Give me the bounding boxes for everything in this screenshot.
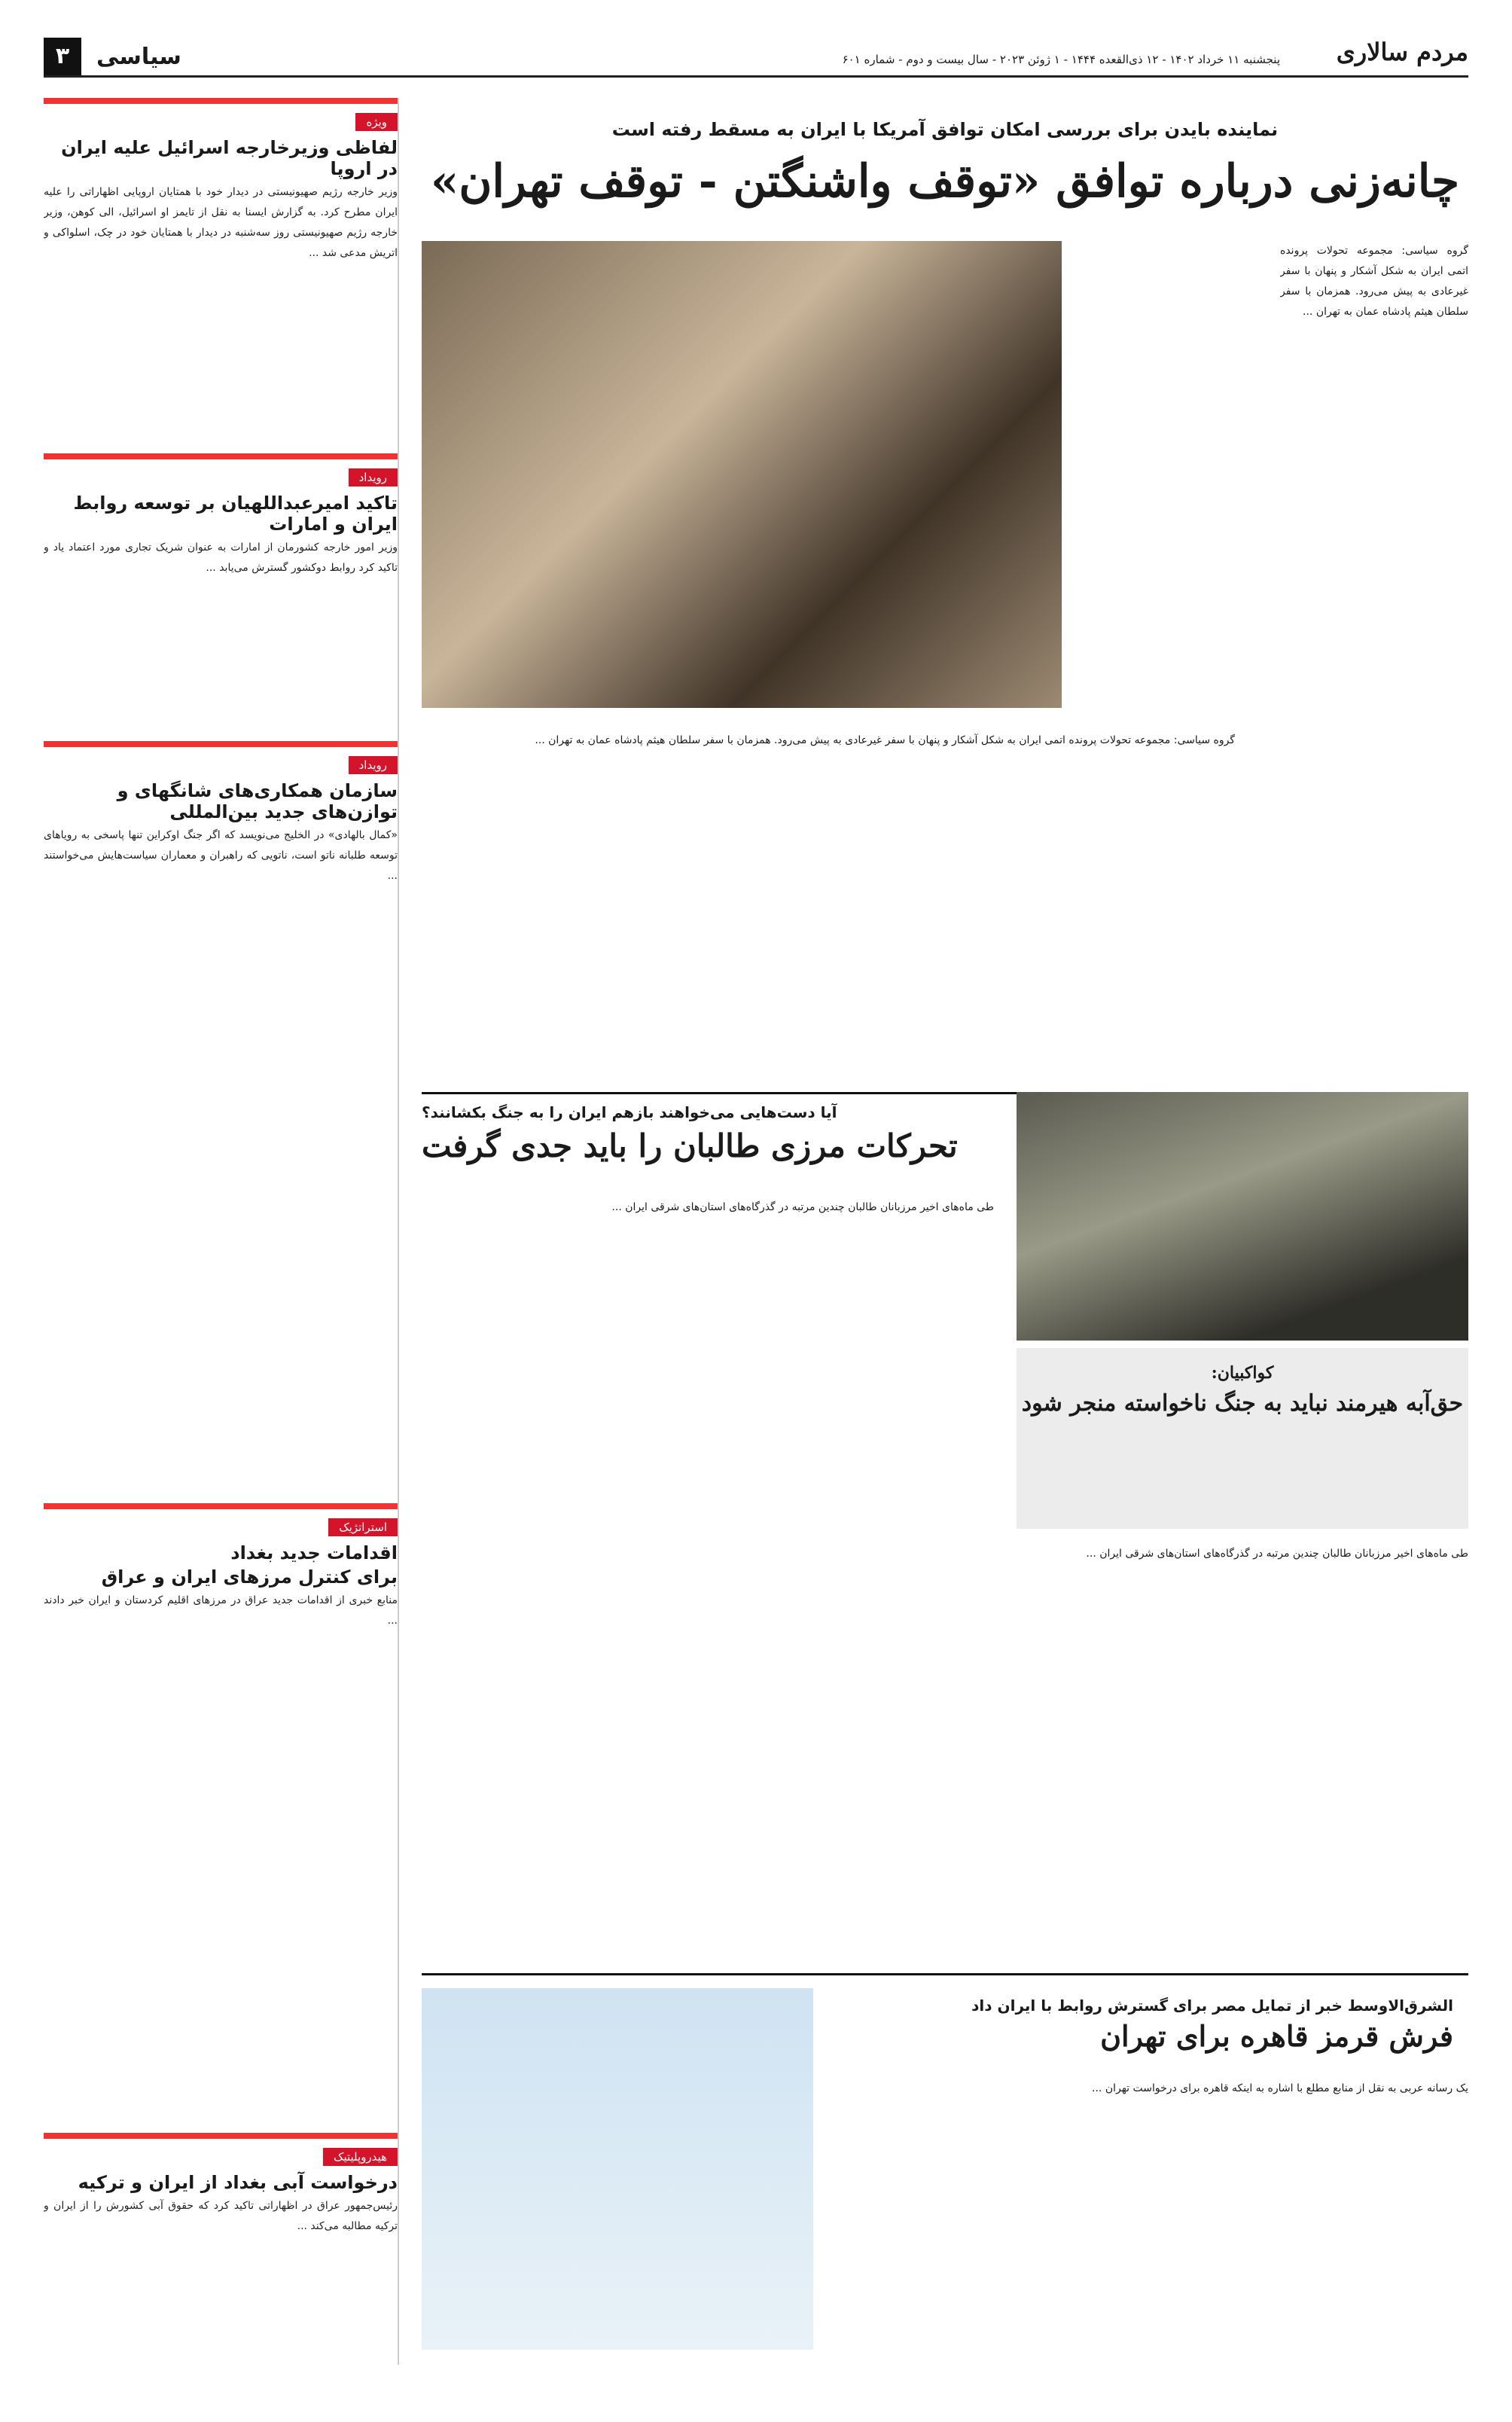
- article-body: گروه سیاسی: مجموعه تحولات پرونده اتمی ایران به شکل آشکار و پنهان با سفر غیرعادی به پیش می‌رود. همزمان با سفر سلطان هیثم پادشاه عمان به تهران ...: [1280, 245, 1468, 318]
- headline: فرش قرمز قاهره برای تهران: [1100, 2019, 1453, 2053]
- kicker: الشرق‌الاوسط خبر از تمایل مصر برای گسترش روابط با ایران داد: [971, 1996, 1453, 2015]
- pull-quote: [1017, 1348, 1468, 1529]
- kicker: ویژه: [355, 113, 398, 131]
- sidebar: [44, 98, 399, 2365]
- kicker: استراتژیک: [328, 1518, 398, 1536]
- red-bar: [44, 2133, 398, 2139]
- article-body: طی ماه‌های اخیر مرزبانان طالبان چندین مرتبه در گذرگاه‌های استان‌های شرقی ایران ...: [611, 1201, 994, 1213]
- article-body: یک رسانه عربی به نقل از منابع مطلع با اشاره به اینکه قاهره برای درخواست تهران ...: [1092, 2082, 1468, 2094]
- red-bar: [44, 98, 398, 104]
- page-number: ۳: [44, 38, 81, 75]
- kicker: نماینده بایدن برای بررسی امکان توافق آمریکا با ایران به مسقط رفته است: [611, 119, 1279, 140]
- lead-story: [422, 98, 1468, 746]
- taliban-photo: [1017, 1092, 1468, 1341]
- pull-quote-label: کواکبیان:: [1211, 1363, 1274, 1383]
- section-name: سیاسی: [96, 44, 181, 70]
- kicker: هیدروپلیتیک: [323, 2148, 398, 2166]
- article-body: «کمال بالهادی» در الخلیج می‌نویسد که اگر جنگ اوکراین تنها پاسخی به رویاهای توسعه طلبانه ناتو است، ناتویی که راهبران و معماران سیاست‌هایش می‌خواستند ...: [44, 829, 398, 882]
- article-body: گروه سیاسی: مجموعه تحولات پرونده اتمی ایران به شکل آشکار و پنهان با سفر غیرعادی به پیش می‌رود. همزمان با سفر سلطان هیثم پادشاه عمان به تهران ...: [535, 734, 1235, 746]
- article-body: وزیر خارجه رژیم صهیونیستی در دیدار خود با همتایان اروپایی اظهاراتی را علیه ایران مطرح کرد. به گزارش ایسنا به نقل از تایمز او اسرائیل، الی کوهن، وزیر خارجه رژیم صهیونیستی روز سه‌شنبه در دیدار با همتایان خود در چک، اسلواکی و اتریش مدعی شد ...: [44, 186, 398, 259]
- date-line: پنجشنبه ۱۱ خرداد ۱۴۰۲ - ۱۲ ذی‌القعده ۱۴۴۴ - ۱ ژوئن ۲۰۲۳ - سال بیست و دوم - شماره ۶۰۱: [842, 53, 1280, 66]
- headline: برای کنترل مرزهای ایران و عراق: [101, 1566, 398, 1588]
- headline: لفاظی وزیرخارجه اسرائیل علیه ایران در اروپا: [61, 137, 398, 179]
- article-body: طی ماه‌های اخیر مرزبانان طالبان چندین مرتبه در گذرگاه‌های استان‌های شرقی ایران ...: [1086, 1548, 1468, 1560]
- headline: تحرکات مرزی طالبان را باید جدی گرفت: [422, 1127, 958, 1164]
- pull-quote-text: حق‌آبه هیرمند نباید به جنگ ناخواسته منجر شود: [1021, 1390, 1464, 1417]
- egypt-story: [422, 1973, 1468, 2365]
- masthead: [44, 38, 1468, 78]
- headline: چانه‌زنی درباره توافق «توقف واشنگتن - توقف تهران»: [430, 155, 1460, 208]
- red-bar: [44, 741, 398, 747]
- logo: مردم سالاری: [1336, 38, 1468, 66]
- article-body: رئیس‌جمهور عراق در اظهاراتی تاکید کرد که حقوق آبی کشورش را از ایران و ترکیه مطالبه می‌کند ...: [44, 2200, 398, 2232]
- kicker: رویداد: [349, 756, 398, 774]
- article-body: وزیر امور خارجه کشورمان از امارات به عنوان شریک تجاری مورد اعتماد یاد و تاکید کرد روابط دوکشور گسترش می‌یابد ...: [44, 541, 398, 574]
- headline: تاکید امیرعبداللهیان بر توسعه روابط ایران و امارات: [73, 493, 398, 535]
- taliban-story: [422, 1092, 1468, 1958]
- headline: سازمان همکاری‌های شانگهای و توازن‌های جدید بین‌المللی: [117, 780, 398, 822]
- kicker: رویداد: [349, 468, 398, 487]
- lead-photo: [422, 241, 1062, 708]
- headline: درخواست آبی بغداد از ایران و ترکیه: [78, 2172, 398, 2193]
- article-body: منابع خبری از اقدامات جدید عراق در مرزهای اقلیم کردستان و ایران خبر دادند ...: [44, 1594, 398, 1627]
- flags-photo: [422, 1988, 813, 2350]
- headline: اقدامات جدید بغداد: [230, 1542, 398, 1563]
- kicker: آیا دست‌هایی می‌خواهند بازهم ایران را به جنگ بکشانند؟: [422, 1103, 837, 1121]
- divider: [422, 1973, 1468, 1975]
- red-bar: [44, 1503, 398, 1509]
- red-bar: [44, 453, 398, 459]
